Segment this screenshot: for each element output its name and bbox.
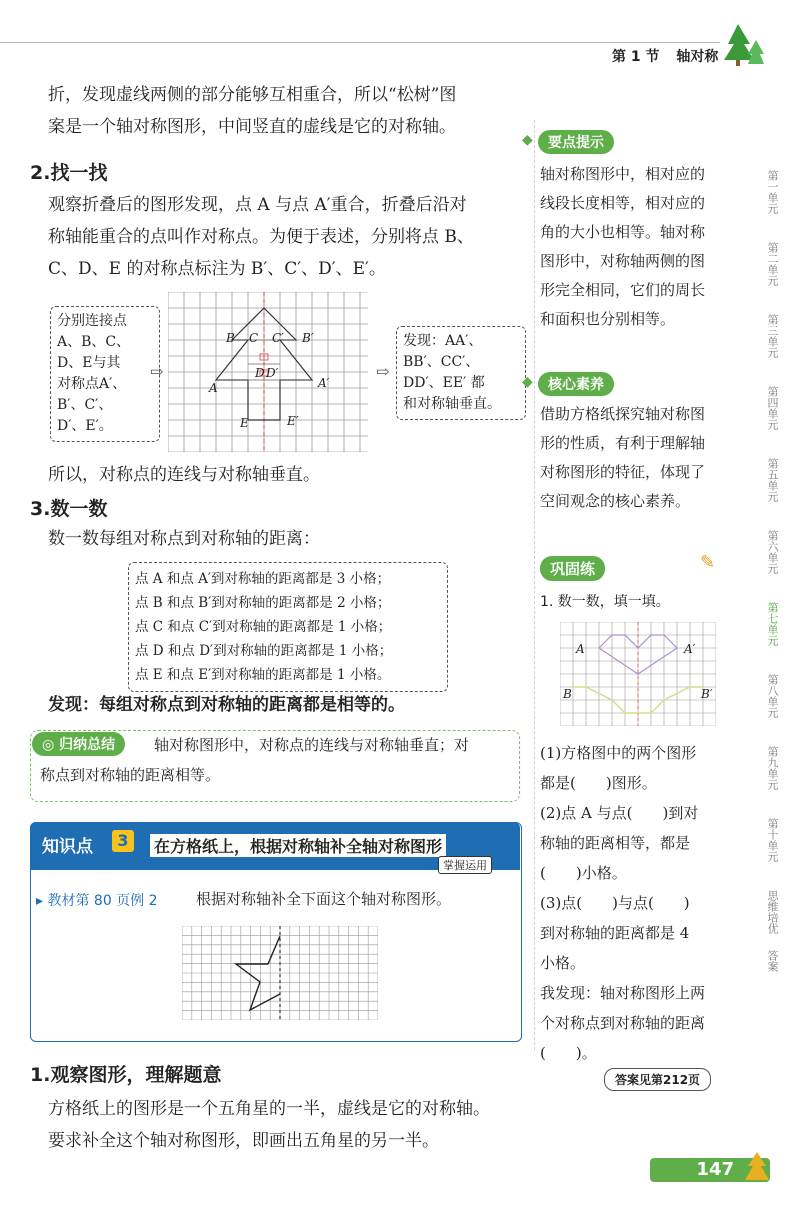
question-line: ( )。	[540, 1044, 597, 1062]
example-ref-text: 教材第 80 页例 2	[47, 893, 158, 909]
step-1-line-2: 要求补全这个轴对称图形，即画出五角星的另一半。	[48, 1131, 439, 1151]
diamond-icon: ◆	[522, 132, 533, 148]
diamond-icon: ◆	[522, 374, 533, 390]
core-text	[540, 400, 705, 516]
section-2-title: 2.找一找	[30, 162, 108, 184]
pencil-icon: ✎	[700, 552, 716, 573]
finding-note	[396, 326, 526, 420]
star-grid-figure	[182, 926, 378, 1020]
practice-A-prime-label: A′	[684, 642, 696, 656]
practice-B-prime-label: B′	[701, 687, 713, 701]
summary-line-1: 轴对称图形中，对称点的连线与对称轴垂直；对	[154, 736, 470, 754]
practice-B-label: B	[563, 687, 572, 701]
kp-label: 知识点	[42, 837, 93, 857]
distance-item: 点 C 和点 C′到对称轴的距离都是 1 小格；	[135, 619, 392, 635]
example-ref: ▸ 教材第 80 页例 2	[36, 893, 158, 909]
distance-list-box	[128, 562, 448, 692]
step-1-title: 1.观察图形，理解题意	[30, 1064, 222, 1086]
summary-line-2: 称点到对称轴的距离相等。	[40, 766, 221, 784]
kp-title: 在方格纸上，根据对称轴补全轴对称图形	[150, 834, 446, 857]
tab-unit-8[interactable]: 第八单元	[766, 674, 779, 718]
point-B-label: B	[226, 331, 235, 345]
arrow-right-icon: ⇨	[150, 362, 164, 381]
summary-tag: ◎ 归纳总结	[32, 732, 125, 756]
question-line: ( )小格。	[540, 864, 627, 882]
point-B-prime-label: B′	[302, 331, 314, 345]
s3-intro: 数一数每组对称点到对称轴的距离：	[48, 529, 320, 549]
q1-title: 1. 数一数，填一填。	[540, 594, 670, 610]
question-line: (1)方格图中的两个图形	[540, 744, 697, 762]
tab-unit-9[interactable]: 第九单元	[766, 746, 779, 790]
note-line: B′、C′、	[57, 397, 113, 413]
question-line: 到对称轴的距离都是 4	[540, 924, 690, 942]
question-line: 都是( )图形。	[540, 774, 657, 792]
finding-line: 发现：每组对称点到对称轴的距离都是相等的。	[48, 695, 405, 715]
question-line: (2)点 A 与点( )到对	[540, 804, 699, 822]
intro-line-1: 折，发现虚线两侧的部分能够互相重合，所以“松树”图	[48, 85, 457, 105]
kp-badge: 掌握运用	[438, 856, 492, 874]
connect-points-note	[50, 306, 160, 442]
note-line: 发现：AA′、	[403, 333, 483, 349]
question-line: 小格。	[540, 954, 586, 972]
tip-line: 形完全相同，它们的周长	[540, 281, 706, 299]
tab-unit-4[interactable]: 第四单元	[766, 386, 779, 430]
answer-reference: 答案见第212页	[604, 1068, 711, 1091]
conclusion-line: 所以，对称点的连线与对称轴垂直。	[48, 465, 320, 485]
example-text: 根据对称轴补全下面这个轴对称图形。	[196, 890, 452, 908]
core-line: 对称图形的特征，体现了	[540, 463, 706, 481]
point-A-prime-label: A′	[318, 376, 330, 390]
distance-item: 点 A 和点 A′到对称轴的距离都是 3 小格；	[135, 571, 391, 587]
section-3-title: 3.数一数	[30, 498, 108, 520]
s2-line-3: C、D、E 的对称点标注为 B′、C′、D′、E′。	[48, 259, 386, 279]
tree-point-labels	[176, 300, 376, 460]
tab-unit-7[interactable]: 第七单元	[766, 602, 779, 646]
tip-line: 图形中，对称轴两侧的图	[540, 252, 706, 270]
tree-footer-icon	[744, 1150, 770, 1184]
kp-number: 3	[112, 830, 134, 852]
question-line: (3)点( )与点( )	[540, 894, 690, 912]
point-E-prime-label: E′	[287, 414, 299, 428]
note-line: 和对称轴垂直。	[403, 396, 501, 412]
tab-unit-5[interactable]: 第五单元	[766, 458, 779, 502]
tip-line: 线段长度相等，相对应的	[540, 194, 706, 212]
tab-unit-1[interactable]: 第一单元	[766, 170, 779, 214]
tab-unit-3[interactable]: 第三单元	[766, 314, 779, 358]
core-tag: 核心素养	[538, 372, 614, 396]
note-line: DD′、EE′ 都	[403, 375, 485, 391]
tab-thinking[interactable]: 思维培优	[766, 890, 779, 934]
tip-line: 轴对称图形中，相对应的	[540, 165, 706, 183]
distance-item: 点 D 和点 D′到对称轴的距离都是 1 小格；	[135, 643, 393, 659]
point-E-label: E	[240, 416, 249, 430]
note-line: BB′、CC′、	[403, 354, 480, 370]
note-line: 分别连接点	[57, 313, 127, 329]
step-1-line-1: 方格纸上的图形是一个五角星的一半，虚线是它的对称轴。	[48, 1099, 490, 1119]
distance-item: 点 B 和点 B′到对称轴的距离都是 2 小格；	[135, 595, 391, 611]
intro-line-2: 案是一个轴对称图形，中间竖直的虚线是它的对称轴。	[48, 117, 456, 137]
practice-tag: 巩固练	[540, 556, 605, 581]
question-line: 个对称点到对称轴的距离	[540, 1014, 706, 1032]
note-line: D′、E′。	[57, 418, 113, 434]
core-line: 空间观念的核心素养。	[540, 492, 691, 510]
point-D-prime-label: D′	[266, 366, 279, 380]
arrow-right-icon: ⇨	[376, 362, 390, 381]
header-rule	[0, 42, 720, 43]
section-header	[612, 46, 718, 66]
tab-unit-6[interactable]: 第六单元	[766, 530, 779, 574]
core-line: 借助方格纸探究轴对称图	[540, 405, 706, 423]
column-divider	[534, 120, 535, 1050]
point-A-label: A	[209, 381, 218, 395]
section-number: 第 1 节	[612, 49, 660, 65]
section-topic: 轴对称	[676, 49, 719, 65]
tab-unit-10[interactable]: 第十单元	[766, 818, 779, 862]
s2-line-1: 观察折叠后的图形发现，点 A 与点 A′重合，折叠后沿对	[48, 195, 467, 215]
question-line: 我发现：轴对称图形上两	[540, 984, 706, 1002]
tip-text	[540, 160, 705, 334]
page-number: 147	[696, 1159, 734, 1180]
note-line: A、B、C、	[57, 334, 131, 350]
question-line: 称轴的距离相等，都是	[540, 834, 691, 852]
note-line: 对称点A′、	[57, 376, 127, 392]
point-D-label: D	[255, 366, 265, 380]
tip-tag: 要点提示	[538, 130, 614, 154]
point-C-prime-label: C′	[272, 331, 284, 345]
pine-tree-icon	[720, 22, 766, 68]
summary-tag-label: 归纳总结	[59, 737, 116, 753]
practice-questions	[540, 738, 705, 1068]
note-line: D、E与其	[57, 355, 121, 371]
practice-grid-figure	[560, 622, 716, 726]
core-line: 形的性质，有利于理解轴	[540, 434, 706, 452]
tip-line: 和面积也分别相等。	[540, 310, 676, 328]
practice-A-label: A	[576, 642, 585, 656]
distance-item: 点 E 和点 E′到对称轴的距离都是 1 小格。	[135, 667, 391, 683]
tab-answers[interactable]: 答案	[766, 950, 779, 972]
point-C-label: C	[249, 331, 259, 345]
s2-line-2: 称轴能重合的点叫作对称点。为便于表述，分别将点 B、	[48, 227, 474, 247]
tab-unit-2[interactable]: 第二单元	[766, 242, 779, 286]
tip-line: 角的大小也相等。轴对称	[540, 223, 706, 241]
